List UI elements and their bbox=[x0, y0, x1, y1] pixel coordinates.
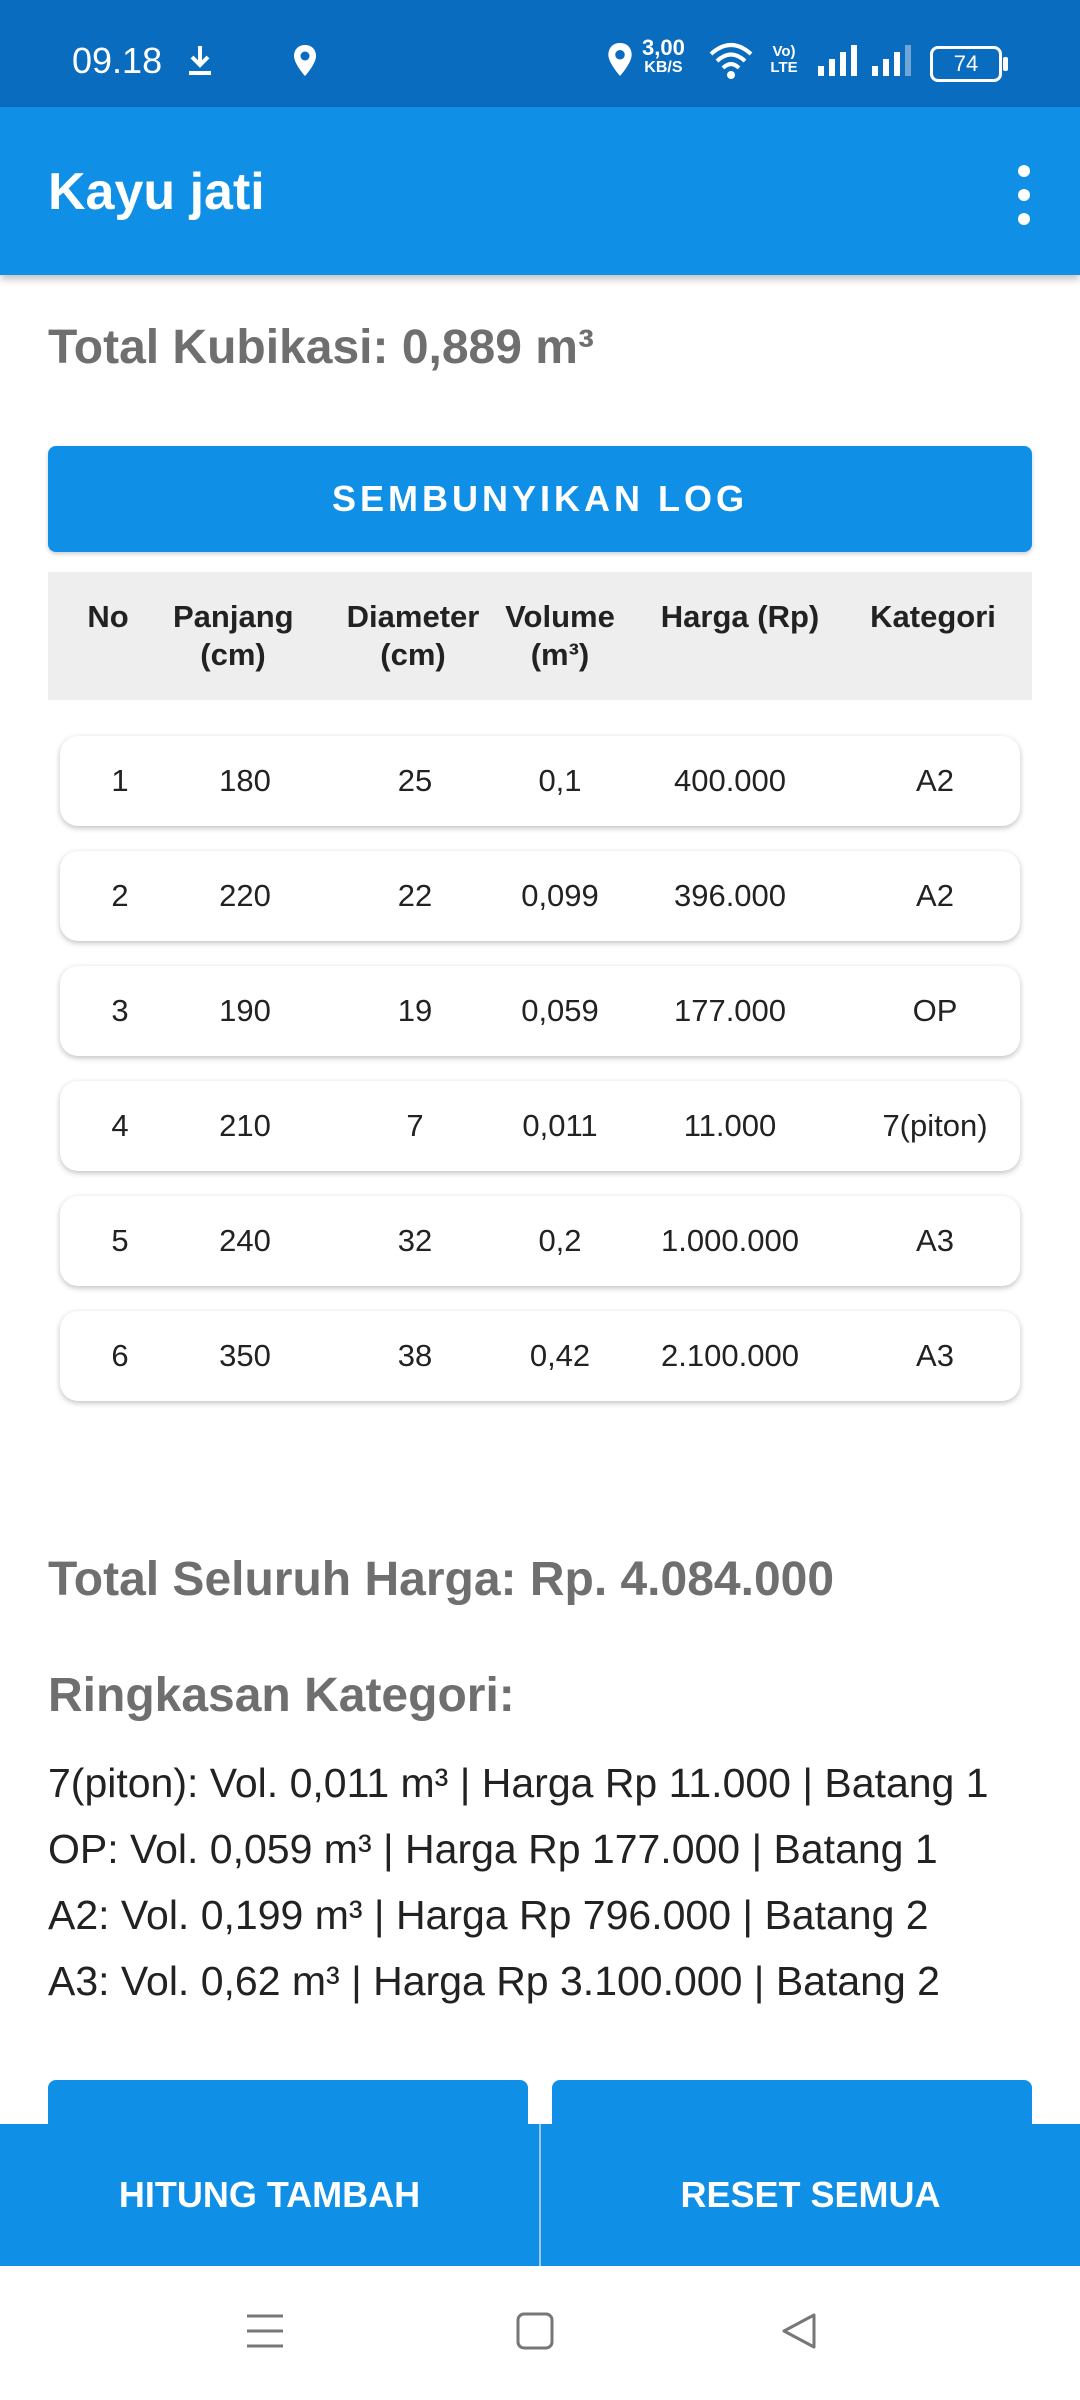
header-volume-label: Volume bbox=[505, 599, 615, 634]
ringkasan-line: OP: Vol. 0,059 m³ | Harga Rp 177.000 | Batang 1 bbox=[48, 1826, 938, 1872]
table-row[interactable] bbox=[60, 736, 1020, 826]
status-time: 09.18 bbox=[72, 40, 163, 81]
cell-diameter: 38 bbox=[397, 1338, 433, 1373]
header-diameter-label: Diameter bbox=[346, 599, 480, 634]
header-harga-label: Harga (Rp) bbox=[660, 599, 820, 634]
signal-icon bbox=[816, 44, 860, 78]
download-icon bbox=[186, 44, 214, 78]
table-row[interactable] bbox=[60, 1081, 1020, 1171]
bottom-action-bar bbox=[0, 2124, 1080, 2266]
cell-no: 2 bbox=[111, 878, 129, 913]
cell-kategori: A2 bbox=[916, 763, 954, 798]
cell-diameter: 32 bbox=[397, 1223, 433, 1258]
cell-volume: 0,42 bbox=[529, 1338, 591, 1373]
network-speed bbox=[642, 35, 685, 78]
cell-volume: 0,1 bbox=[538, 763, 582, 798]
header-diameter-unit: (cm) bbox=[380, 637, 446, 672]
cell-diameter: 7 bbox=[406, 1108, 424, 1143]
header-no bbox=[48, 598, 168, 636]
total-kubikasi: Total Kubikasi: 0,889 m³ bbox=[48, 321, 594, 374]
cell-panjang: 350 bbox=[219, 1338, 271, 1373]
app-bar bbox=[0, 107, 1080, 275]
reset-semua-button[interactable]: RESET SEMUA bbox=[680, 2174, 941, 2215]
cell-diameter: 19 bbox=[397, 993, 433, 1028]
cell-volume: 0,099 bbox=[521, 878, 599, 913]
header-kategori-label: Kategori bbox=[870, 599, 996, 634]
cell-harga: 400.000 bbox=[673, 763, 787, 798]
cell-panjang: 180 bbox=[219, 763, 271, 798]
cell-diameter: 25 bbox=[397, 763, 433, 798]
ringkasan-line: A2: Vol. 0,199 m³ | Harga Rp 796.000 | Batang 2 bbox=[48, 1892, 929, 1938]
cell-harga: 11.000 bbox=[683, 1108, 777, 1143]
battery-icon: 74 bbox=[930, 46, 1002, 82]
cell-no: 5 bbox=[111, 1223, 129, 1258]
cell-panjang: 190 bbox=[219, 993, 271, 1028]
back-icon[interactable] bbox=[778, 2310, 820, 2352]
hitung-tambah-button[interactable]: HITUNG TAMBAH bbox=[118, 2174, 421, 2215]
volte-icon: Vo) LTE bbox=[770, 43, 798, 76]
cell-no: 6 bbox=[111, 1338, 129, 1373]
cell-kategori: A2 bbox=[916, 878, 954, 913]
status-bar bbox=[0, 0, 1080, 107]
log-table-header bbox=[48, 572, 1032, 700]
wifi-icon bbox=[708, 40, 754, 80]
ringkasan-line: 7(piton): Vol. 0,011 m³ | Harga Rp 11.000 | Batang 1 bbox=[48, 1760, 989, 1806]
cell-harga: 2.100.000 bbox=[661, 1338, 799, 1373]
header-panjang bbox=[173, 598, 293, 674]
ringkasan-title: Ringkasan Kategori: bbox=[48, 1669, 515, 1722]
cell-kategori: A3 bbox=[916, 1223, 954, 1258]
header-panjang-unit: (cm) bbox=[200, 637, 266, 672]
header-diameter bbox=[338, 598, 488, 674]
cell-panjang: 210 bbox=[219, 1108, 271, 1143]
table-row[interactable] bbox=[60, 851, 1020, 941]
system-nav-bar bbox=[0, 2266, 1080, 2400]
total-harga: Total Seluruh Harga: Rp. 4.084.000 bbox=[48, 1553, 835, 1606]
cell-no: 3 bbox=[111, 993, 129, 1028]
signal-icon bbox=[870, 44, 914, 78]
network-speed-unit: KB/S bbox=[644, 59, 683, 76]
cell-panjang: 240 bbox=[219, 1223, 271, 1258]
header-panjang-label: Panjang bbox=[173, 599, 294, 634]
cell-harga: 396.000 bbox=[673, 878, 787, 913]
table-row[interactable] bbox=[60, 1196, 1020, 1286]
cell-volume: 0,059 bbox=[521, 993, 599, 1028]
table-row[interactable] bbox=[60, 1311, 1020, 1401]
ringkasan-line: A3: Vol. 0,62 m³ | Harga Rp 3.100.000 | Batang 2 bbox=[48, 1958, 940, 2004]
recents-icon[interactable] bbox=[244, 2310, 286, 2352]
header-volume-unit: (m³) bbox=[530, 637, 590, 672]
header-kategori bbox=[848, 598, 1018, 636]
cell-no: 4 bbox=[111, 1108, 129, 1143]
location-icon bbox=[606, 42, 634, 78]
cell-diameter: 22 bbox=[397, 878, 433, 913]
cell-volume: 0,2 bbox=[538, 1223, 582, 1258]
cell-kategori: OP bbox=[912, 993, 958, 1028]
cell-harga: 177.000 bbox=[673, 993, 787, 1028]
cell-volume: 0,011 bbox=[522, 1108, 598, 1143]
cell-panjang: 220 bbox=[219, 878, 271, 913]
cell-kategori: A3 bbox=[916, 1338, 954, 1373]
page-title: Kayu jati bbox=[48, 163, 265, 221]
network-speed-value: 3,00 bbox=[642, 35, 685, 60]
header-no-label: No bbox=[87, 599, 129, 634]
header-volume bbox=[500, 598, 620, 674]
header-harga bbox=[650, 598, 830, 636]
table-row[interactable] bbox=[60, 966, 1020, 1056]
home-icon[interactable] bbox=[514, 2310, 556, 2352]
cell-no: 1 bbox=[111, 763, 129, 798]
hide-log-button[interactable]: SEMBUNYIKAN LOG bbox=[48, 446, 1032, 552]
cell-kategori: 7(piton) bbox=[882, 1108, 988, 1143]
more-vert-icon[interactable] bbox=[1004, 165, 1044, 225]
location-icon bbox=[292, 44, 318, 78]
cell-harga: 1.000.000 bbox=[661, 1223, 799, 1258]
